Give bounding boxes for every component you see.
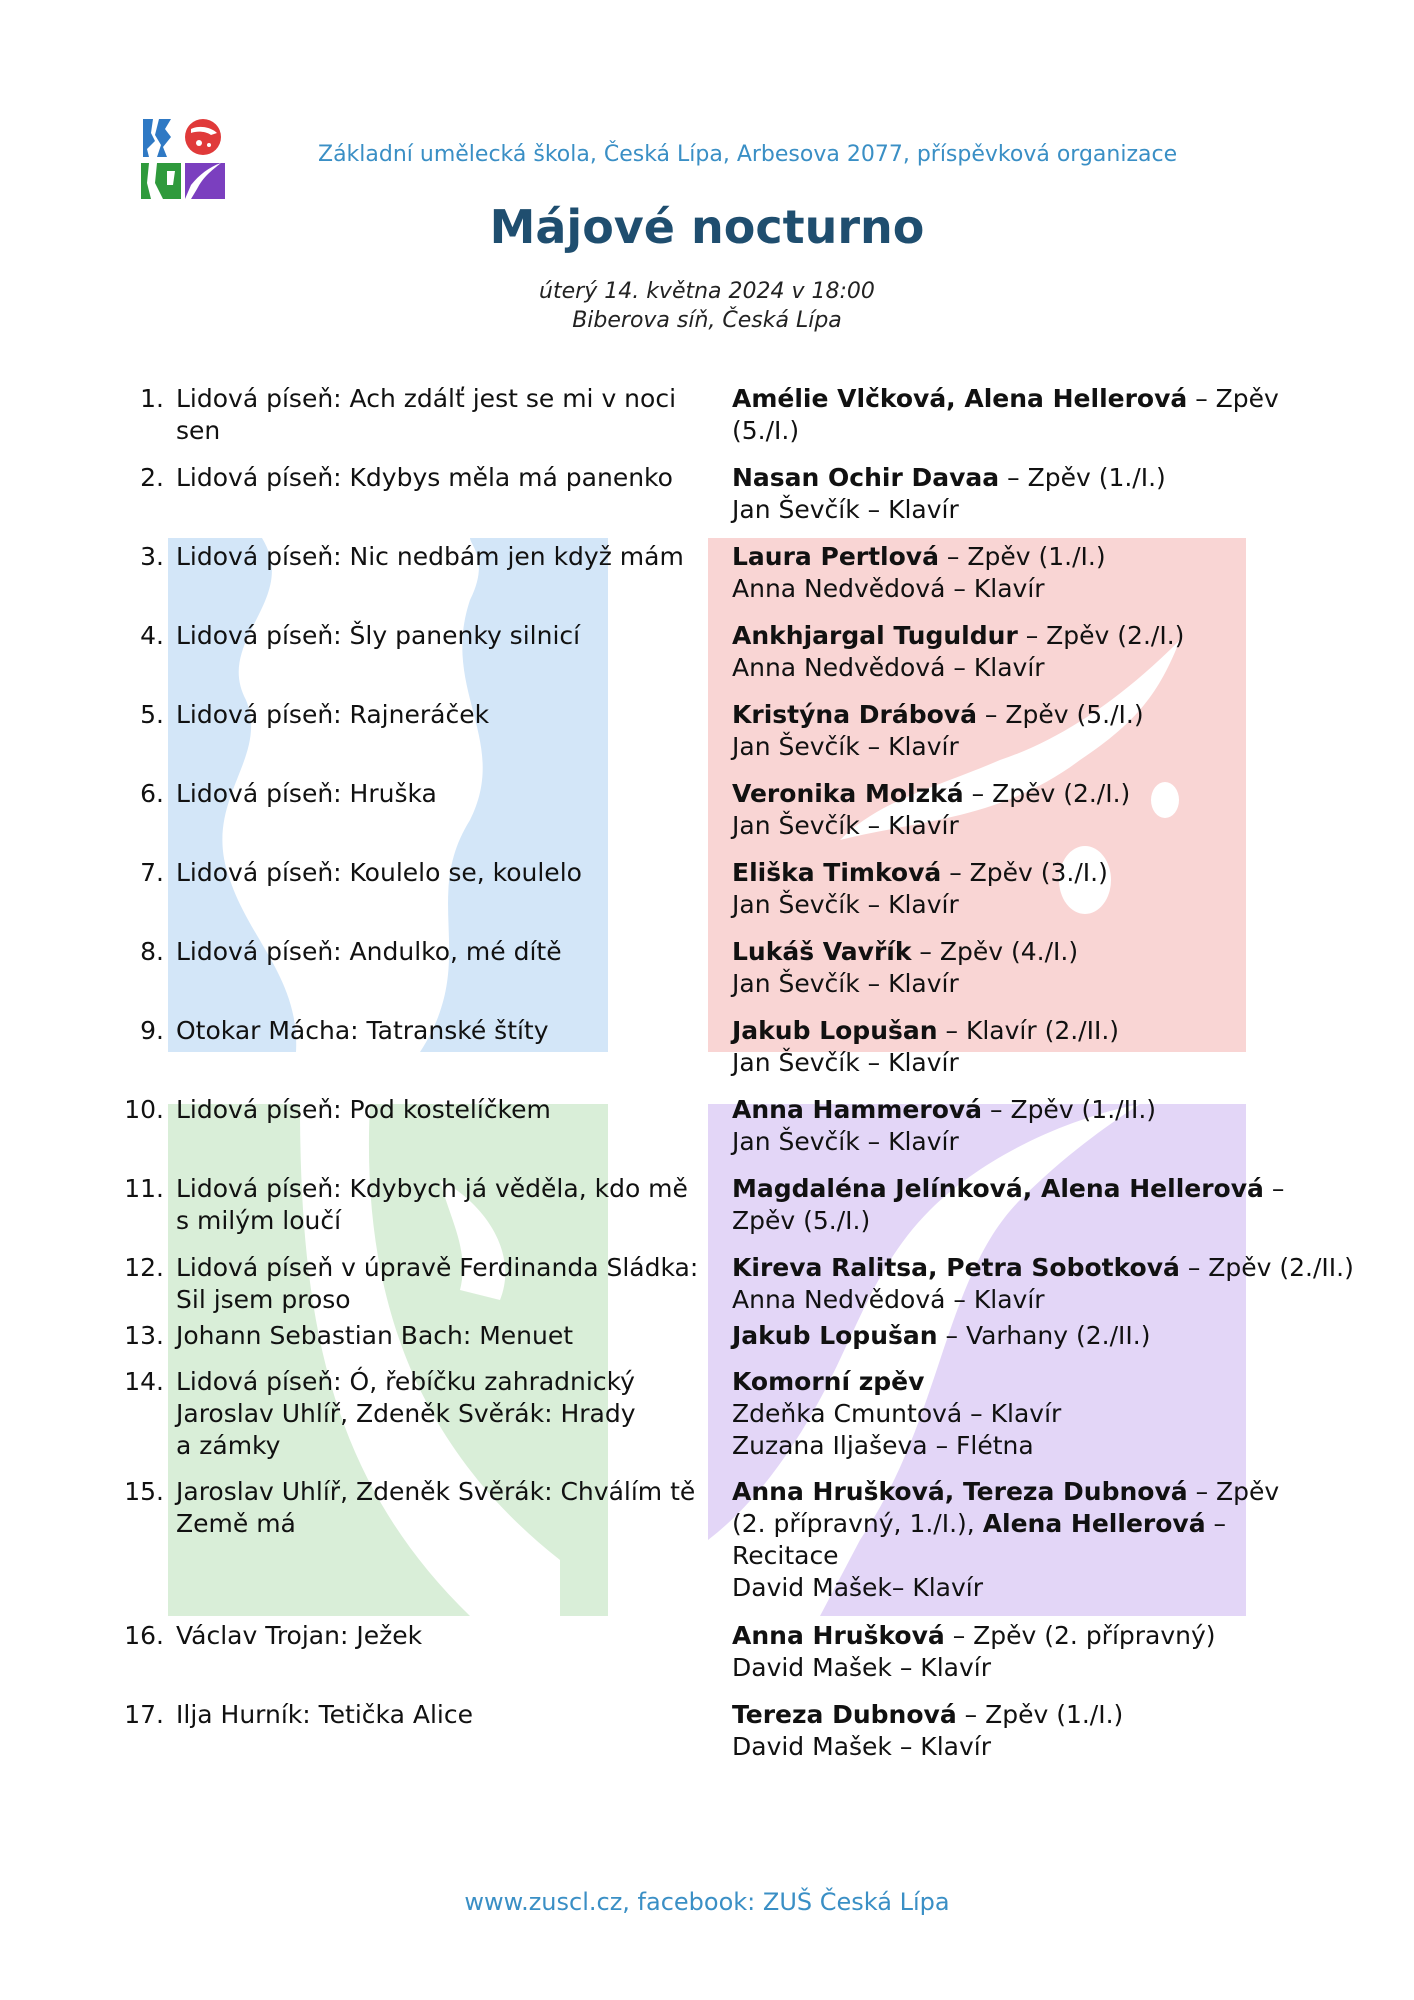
performer-line [732, 889, 1252, 921]
performer-role: – [1205, 1509, 1227, 1538]
program-item-number: 1. [140, 384, 164, 413]
performer-line [732, 1320, 1252, 1352]
performer-line [732, 810, 1252, 842]
program-item-performers [732, 1366, 1252, 1462]
performer-line [732, 494, 1252, 526]
performer-name: Kireva Ralitsa, Petra Sobotková [732, 1253, 1180, 1282]
program-item-piece [176, 541, 716, 573]
performer-line [732, 1398, 1252, 1430]
performer-name: Ankhjargal Tuguldur [732, 621, 1018, 650]
piece-line: Johann Sebastian Bach: Menuet [176, 1321, 574, 1350]
program-item-performers [732, 620, 1252, 684]
piece-line: Lidová píseň: Kdybych já věděla, kdo mě [176, 1174, 688, 1203]
performer-line [732, 936, 1252, 968]
program-item-piece [176, 778, 716, 810]
program-item-number: 4. [140, 621, 164, 650]
performer-role: (5./I.) [732, 416, 800, 445]
performer-line [732, 1173, 1285, 1205]
program-item-piece [176, 1015, 716, 1047]
performer-role: Jan Ševčík – Klavír [732, 495, 959, 524]
program-item-piece [176, 1699, 716, 1731]
performer-name: Jakub Lopušan [732, 1321, 938, 1350]
program-item-number: 8. [140, 937, 164, 966]
program-item-number: 2. [140, 463, 164, 492]
piece-line: Lidová píseň: Šly panenky silnicí [176, 621, 581, 650]
performer-name: Eliška Timková [732, 858, 942, 887]
program-item-performers [732, 1320, 1252, 1352]
performer-line [732, 541, 1252, 573]
performer-name: Anna Hrušková, Tereza Dubnová [732, 1477, 1188, 1506]
program-item-performers [732, 699, 1252, 763]
piece-line: Lidová píseň: Ó, řebíčku zahradnický [176, 1367, 635, 1396]
performer-name: Laura Pertlová [732, 542, 939, 571]
piece-line: Lidová píseň: Nic nedbám jen když mám [176, 542, 684, 571]
piece-line: Václav Trojan: Ježek [176, 1621, 423, 1650]
program-item-number: 13. [124, 1321, 164, 1350]
program-item-performers [732, 1699, 1252, 1763]
program-item-performers [732, 541, 1252, 605]
performer-line [732, 652, 1252, 684]
performer-line [732, 1015, 1252, 1047]
performer-line [732, 699, 1252, 731]
performer-role: – Zpěv (4./I.) [911, 937, 1079, 966]
performer-role: Recitace [732, 1541, 839, 1570]
performer-role: Anna Nedvědová – Klavír [732, 1285, 1045, 1314]
piece-line: Lidová píseň: Kdybys měla má panenko [176, 463, 673, 492]
program-item-piece [176, 857, 716, 889]
performer-line [732, 415, 1252, 447]
program-item-performers [732, 778, 1252, 842]
program-item-performers [732, 1173, 1285, 1237]
performer-role: – Zpěv (1./I.) [938, 542, 1106, 571]
performer-line [732, 1252, 1354, 1284]
program-item-number: 7. [140, 858, 164, 887]
performer-role: Jan Ševčík – Klavír [732, 1048, 959, 1077]
performer-line [732, 620, 1252, 652]
program-item-performers [732, 383, 1279, 447]
performer-line [732, 462, 1252, 494]
performer-role: David Mašek– Klavír [732, 1573, 984, 1602]
program-item-number: 3. [140, 542, 164, 571]
performer-role: David Mašek – Klavír [732, 1732, 991, 1761]
performer-role: Jan Ševčík – Klavír [732, 969, 959, 998]
performer-line [732, 1047, 1252, 1079]
performer-role: – Zpěv (2. přípravný) [944, 1621, 1216, 1650]
program-item-number: 16. [124, 1621, 164, 1650]
performer-name: Alena Hellerová [982, 1509, 1206, 1538]
program-item-piece [176, 383, 716, 447]
program-item-piece [176, 462, 716, 494]
piece-line: Lidová píseň: Ach zdálť jest se mi v noci [176, 384, 677, 413]
program-item-performers [732, 1015, 1252, 1079]
piece-line: Země má [176, 1509, 296, 1538]
program-item-piece [176, 1252, 716, 1316]
program-item-piece [176, 1173, 716, 1237]
program-item-performers [732, 1476, 1280, 1604]
performer-role: Jan Ševčík – Klavír [732, 1127, 959, 1156]
performer-role: – Zpěv [1187, 1477, 1280, 1506]
performer-line [732, 1540, 1252, 1572]
performer-line [732, 778, 1252, 810]
piece-line: a zámky [176, 1431, 281, 1460]
performer-role: – Zpěv (5./I.) [976, 700, 1144, 729]
program-item-number: 5. [140, 700, 164, 729]
performer-role: Jan Ševčík – Klavír [732, 732, 959, 761]
program-item-number: 17. [124, 1700, 164, 1729]
performer-role: Anna Nedvědová – Klavír [732, 574, 1045, 603]
piece-line: Lidová píseň v úpravě Ferdinanda Sládka: [176, 1253, 699, 1282]
piece-line: s milým loučí [176, 1206, 342, 1235]
program-item-piece [176, 1366, 716, 1462]
piece-line: Jaroslav Uhlíř, Zdeněk Svěrák: Hrady [176, 1399, 636, 1428]
program-item-number: 12. [124, 1253, 164, 1282]
performer-role: Zpěv (5./I.) [732, 1206, 871, 1235]
performer-role: – Zpěv (1./II.) [982, 1095, 1157, 1124]
performer-line [732, 1205, 1252, 1237]
piece-line: Lidová píseň: Koulelo se, koulelo [176, 858, 582, 887]
performer-line [732, 1508, 1252, 1540]
program-item-number: 6. [140, 779, 164, 808]
performer-role: Jan Ševčík – Klavír [732, 890, 959, 919]
program-item-performers [732, 857, 1252, 921]
performer-line [732, 1284, 1252, 1316]
performer-role: Anna Nedvědová – Klavír [732, 653, 1045, 682]
performer-role: – Varhany (2./II.) [937, 1321, 1151, 1350]
program-item-piece [176, 1094, 716, 1126]
program-item-piece [176, 1620, 716, 1652]
program-item-performers [732, 462, 1252, 526]
performer-role: – Zpěv (1./I.) [956, 1700, 1124, 1729]
performer-role: – Zpěv (1./I.) [999, 463, 1166, 492]
program-item-number: 14. [124, 1367, 164, 1396]
piece-line: sen [176, 416, 221, 445]
page-title: Májové nocturno [489, 200, 925, 254]
performer-name: Amélie Vlčková, Alena Hellerová [732, 384, 1188, 413]
performer-name: Veronika Molzká [732, 779, 964, 808]
program-item-piece [176, 1476, 716, 1540]
piece-line: Lidová píseň: Pod kostelíčkem [176, 1095, 551, 1124]
performer-line [732, 1699, 1252, 1731]
program-item-performers [732, 1252, 1354, 1316]
performer-name: Komorní zpěv [732, 1367, 925, 1396]
event-date: úterý 14. května 2024 v 18:00 [539, 279, 875, 304]
performer-role: – Zpěv (3./I.) [941, 858, 1108, 887]
footer-links: www.zuscl.cz, facebook: ZUŠ Česká Lípa [464, 1888, 950, 1916]
performer-line [732, 1430, 1252, 1462]
performer-role: – Zpěv [1187, 384, 1279, 413]
performer-role: – Zpěv (2./I.) [963, 779, 1131, 808]
performer-line [732, 383, 1279, 415]
performer-role: David Mašek – Klavír [732, 1653, 991, 1682]
performer-role: – [1263, 1174, 1285, 1203]
program-item-performers [732, 1094, 1252, 1158]
performer-line [732, 1620, 1252, 1652]
performer-name: Magdaléna Jelínková, Alena Hellerová [732, 1174, 1264, 1203]
performer-role: Zuzana Iljaševa – Flétna [732, 1431, 1034, 1460]
program-item-piece [176, 620, 716, 652]
performer-line [732, 857, 1252, 889]
performer-name: Kristýna Drábová [732, 700, 977, 729]
program-item-number: 10. [124, 1095, 164, 1124]
program-item-piece [176, 1320, 716, 1352]
performer-line [732, 573, 1252, 605]
program-item-number: 9. [140, 1016, 164, 1045]
piece-line: Lidová píseň: Rajneráček [176, 700, 490, 729]
school-name: Základní umělecká škola, Česká Lípa, Arbesova 2077, příspěvková organizace [318, 142, 1178, 167]
program-item-piece [176, 936, 716, 968]
performer-line [732, 968, 1252, 1000]
piece-line: Otokar Mácha: Tatranské štíty [176, 1016, 549, 1045]
performer-line [732, 1572, 1252, 1604]
performer-name: Jakub Lopušan [732, 1016, 938, 1045]
program-item-piece [176, 699, 716, 731]
program-item-number: 11. [124, 1174, 164, 1203]
performer-name: Lukáš Vavřík [732, 937, 912, 966]
performer-name: Anna Hrušková [732, 1621, 945, 1650]
program-item-number: 15. [124, 1477, 164, 1506]
performer-role: – Zpěv (2./I.) [1017, 621, 1185, 650]
event-venue: Biberova síň, Česká Lípa [572, 308, 842, 333]
performer-role: (2. přípravný, 1./I.), [732, 1509, 983, 1538]
piece-line: Jaroslav Uhlíř, Zdeněk Svěrák: Chválím tě [176, 1477, 696, 1506]
performer-line [732, 1366, 1252, 1398]
piece-line: Lidová píseň: Andulko, mé dítě [176, 937, 562, 966]
piece-line: Lidová píseň: Hruška [176, 779, 437, 808]
performer-name: Anna Hammerová [732, 1095, 983, 1124]
program-item-performers [732, 1620, 1252, 1684]
performer-line [732, 1476, 1280, 1508]
performer-role: – Zpěv (2./II.) [1179, 1253, 1354, 1282]
performer-name: Tereza Dubnová [732, 1700, 957, 1729]
performer-line [732, 731, 1252, 763]
performer-role: Jan Ševčík – Klavír [732, 811, 959, 840]
performer-line [732, 1126, 1252, 1158]
piece-line: Sil jsem proso [176, 1285, 351, 1314]
performer-line [732, 1094, 1252, 1126]
performer-line [732, 1731, 1252, 1763]
performer-name: Nasan Ochir Davaa [732, 463, 1000, 492]
performer-line [732, 1652, 1252, 1684]
performer-role: – Klavír (2./II.) [937, 1016, 1120, 1045]
program-item-performers [732, 936, 1252, 1000]
performer-role: Zdeňka Cmuntová – Klavír [732, 1399, 1062, 1428]
piece-line: Ilja Hurník: Tetička Alice [176, 1700, 473, 1729]
